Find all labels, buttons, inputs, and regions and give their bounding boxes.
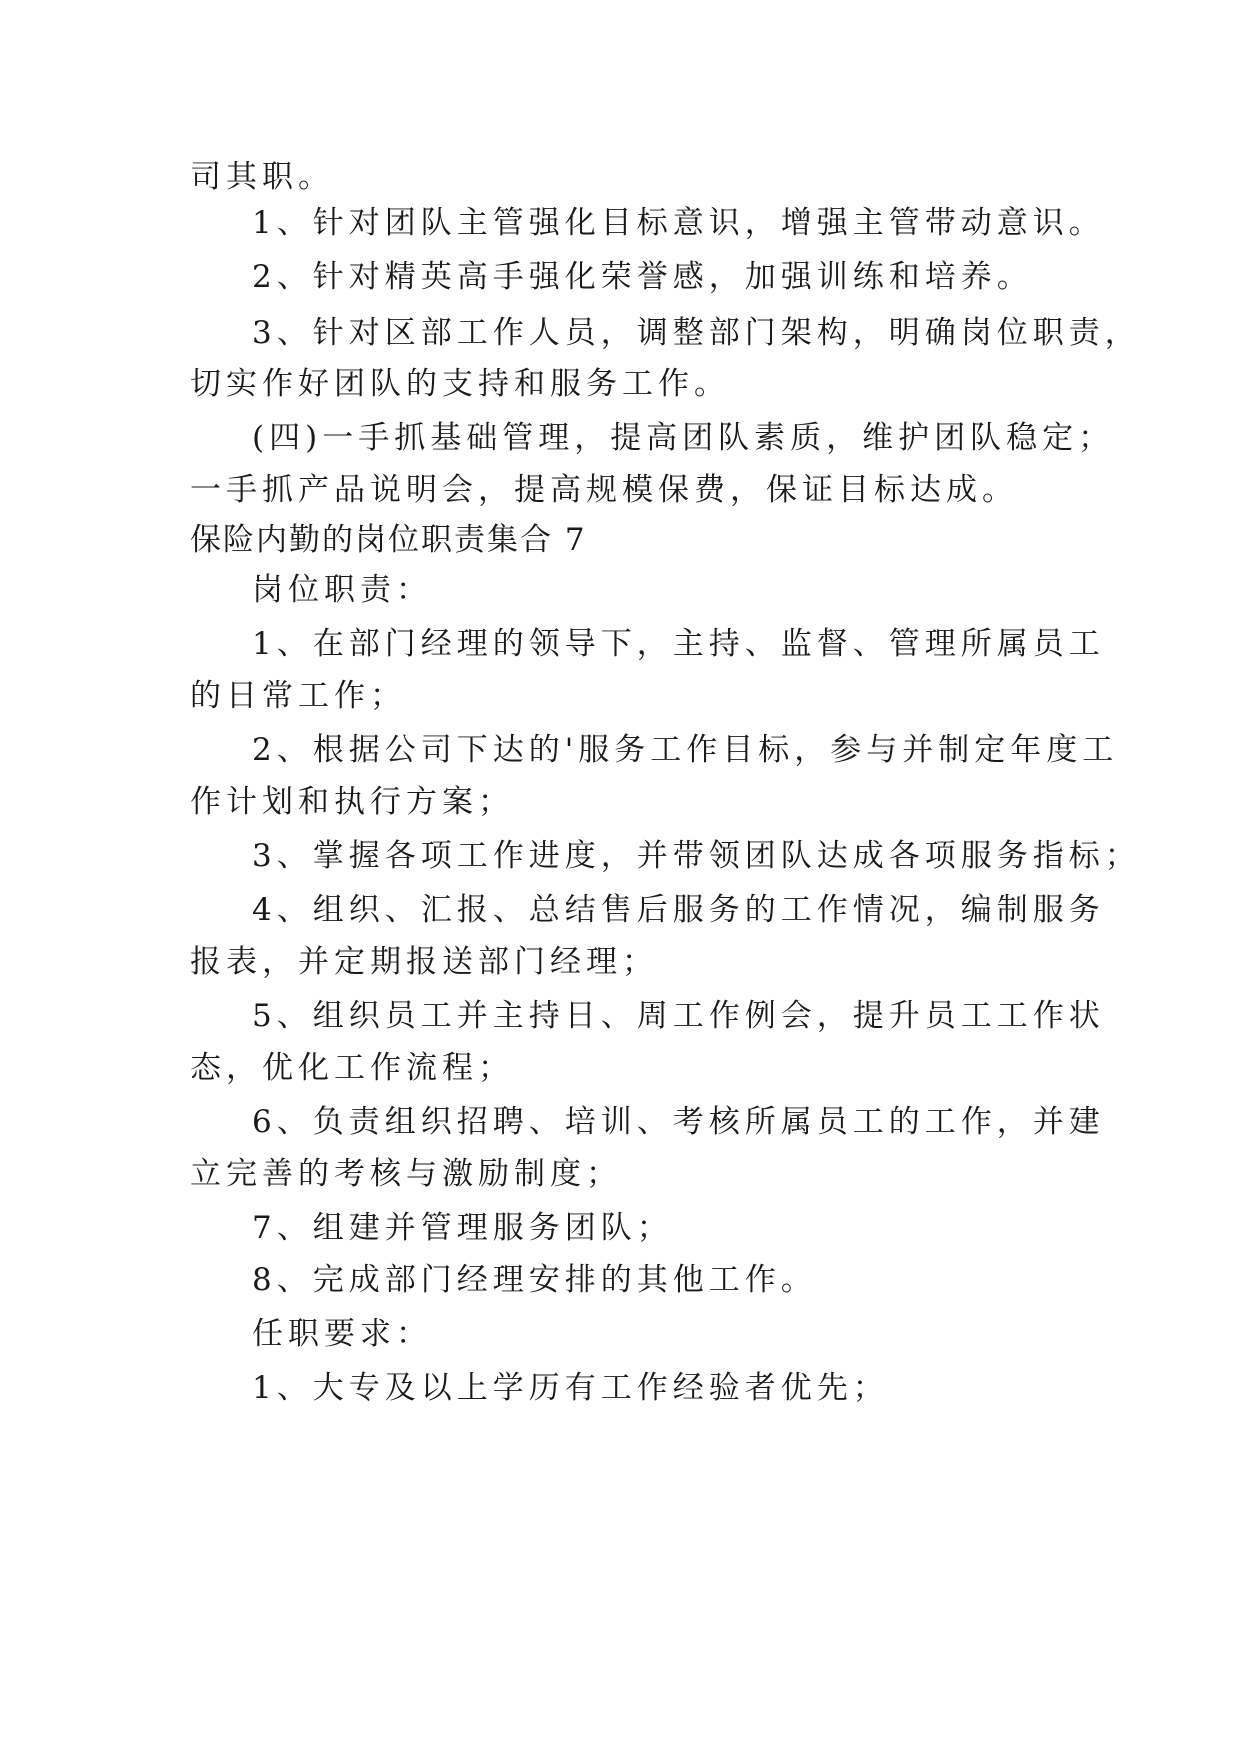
text-line: 2、针对精英高手强化荣誉感，加强训练和培养。 bbox=[252, 259, 1033, 295]
text-line: 3、掌握各项工作进度，并带领团队达成各项服务指标； bbox=[252, 838, 1141, 874]
text-line: 4、组织、汇报、总结售后服务的工作情况，编制服务 bbox=[252, 892, 1105, 928]
text-line: 切实作好团队的支持和服务工作。 bbox=[190, 366, 730, 402]
text-line: 一手抓产品说明会，提高规模保费，保证目标达成。 bbox=[190, 472, 1018, 508]
text-line: 1、在部门经理的领导下，主持、监督、管理所属员工 bbox=[252, 626, 1105, 662]
text-line: 1、针对团队主管强化目标意识，增强主管带动意识。 bbox=[252, 205, 1105, 241]
text-line: 7、组建并管理服务团队； bbox=[252, 1210, 673, 1246]
text-line: 报表，并定期报送部门经理； bbox=[190, 944, 658, 980]
text-line: 5、组织员工并主持日、周工作例会，提升员工工作状 bbox=[252, 998, 1105, 1034]
text-line: (四)一手抓基础管理，提高团队素质，维护团队稳定； bbox=[252, 420, 1115, 456]
text-line: 2、根据公司下达的'服务工作目标，参与并制定年度工 bbox=[252, 732, 1119, 768]
text-line: 作计划和执行方案； bbox=[190, 784, 514, 820]
text-line: 3、针对区部工作人员，调整部门架构，明确岗位职责， bbox=[252, 315, 1141, 351]
text-line: 的日常工作； bbox=[190, 678, 406, 714]
text-line: 6、负责组织招聘、培训、考核所属员工的工作，并建 bbox=[252, 1104, 1105, 1140]
section-heading: 保险内勤的岗位职责集合 7 bbox=[190, 522, 587, 558]
text-line: 司其职。 bbox=[190, 159, 334, 195]
text-line: 岗位职责： bbox=[252, 572, 432, 608]
text-line: 立完善的考核与激励制度； bbox=[190, 1156, 622, 1192]
text-line: 1、大专及以上学历有工作经验者优先； bbox=[252, 1370, 889, 1406]
text-line: 任职要求： bbox=[252, 1316, 432, 1352]
text-line: 态，优化工作流程； bbox=[190, 1050, 514, 1086]
text-line: 8、完成部门经理安排的其他工作。 bbox=[252, 1262, 817, 1298]
